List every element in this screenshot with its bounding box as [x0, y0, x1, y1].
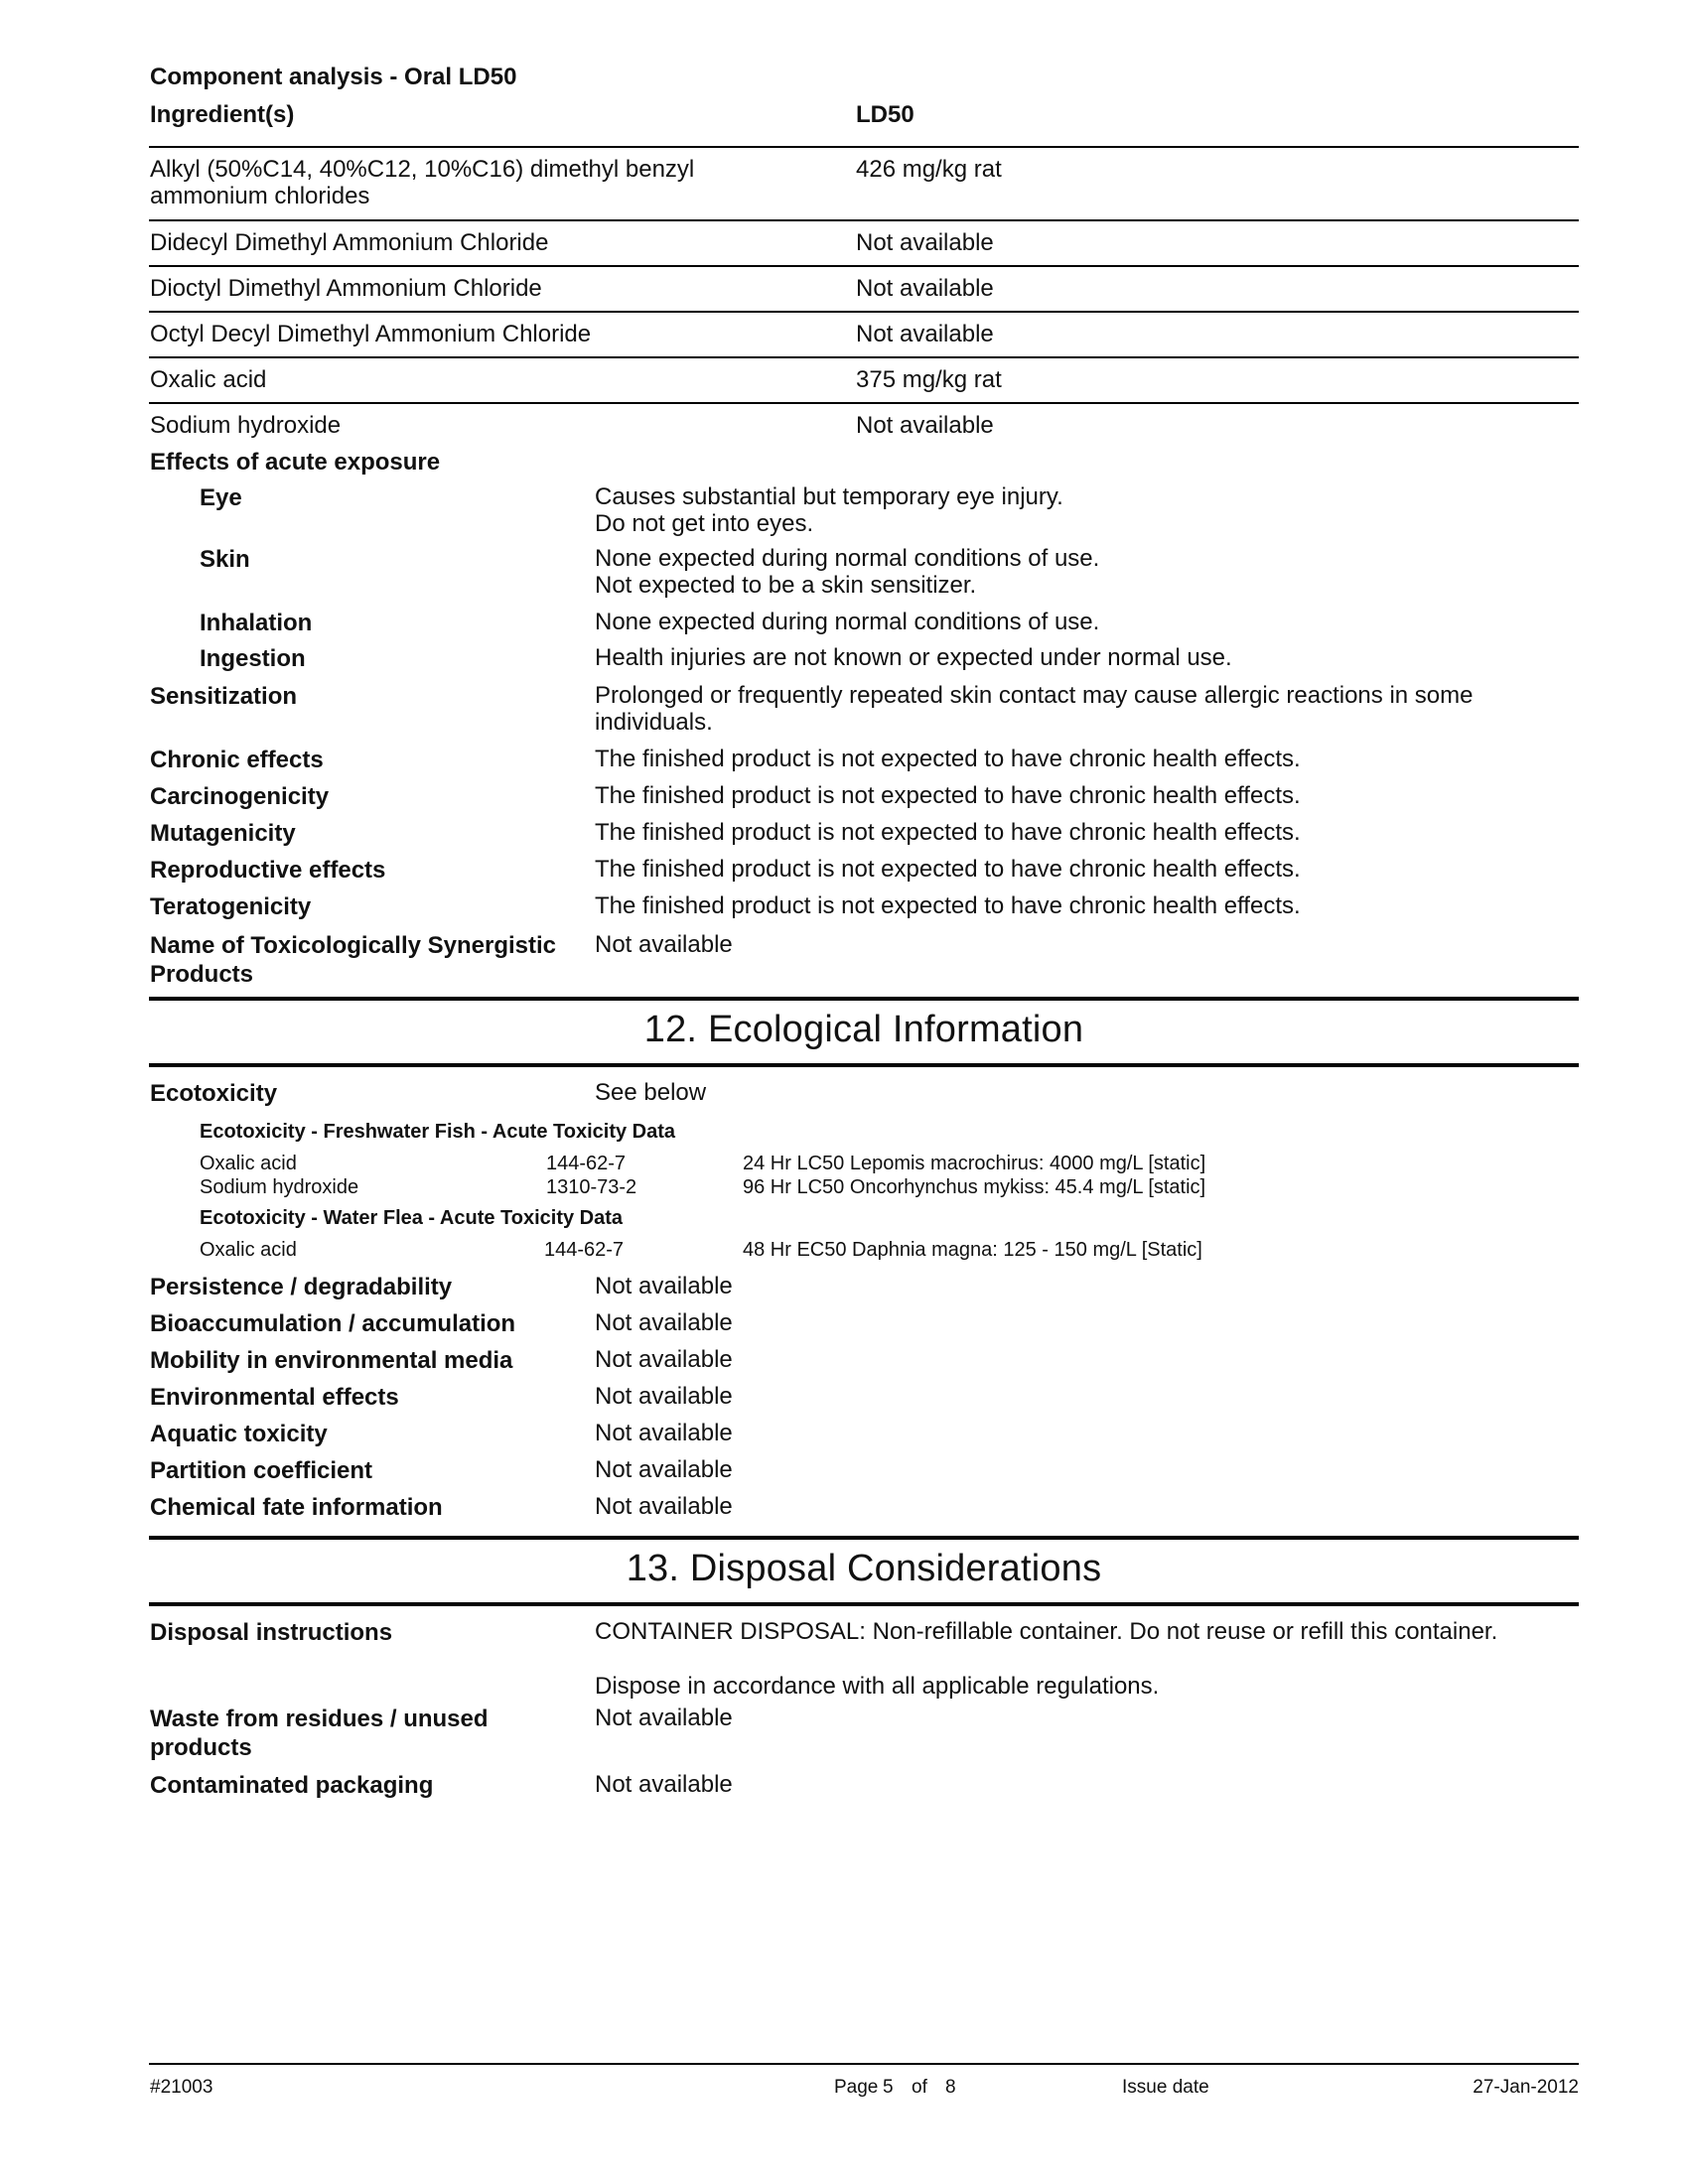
col-ld50-header: LD50: [856, 101, 914, 128]
sensitization-value-cont: individuals.: [595, 709, 713, 736]
footer-issue-date: 27-Jan-2012: [1473, 2077, 1579, 2098]
acute-exposure-heading: Effects of acute exposure: [150, 449, 441, 476]
reproductive-effects-value: The finished product is not expected to have chronic health effects.: [595, 856, 1301, 883]
row-rule: [149, 219, 1579, 221]
ingredient-name: Oxalic acid: [150, 366, 267, 393]
skin-value-cont: Not expected to be a skin sensitizer.: [595, 572, 977, 599]
table-header-rule: [149, 146, 1579, 148]
ld50-value: 375 mg/kg rat: [856, 366, 1002, 393]
aquatic-toxicity-label: Aquatic toxicity: [150, 1421, 328, 1447]
eye-value: Causes substantial but temporary eye injury.: [595, 483, 1063, 510]
fish-toxicity-heading: Ecotoxicity - Freshwater Fish - Acute Toxicity Data: [200, 1121, 676, 1143]
footer-issue-label: Issue date: [1122, 2077, 1209, 2098]
skin-value: None expected during normal conditions of use.: [595, 545, 1100, 572]
col-ingredient-header: Ingredient(s): [150, 101, 295, 128]
partition-coefficient-value: Not available: [595, 1456, 733, 1483]
row-rule: [149, 265, 1579, 267]
synergistic-label-cont: Products: [150, 961, 254, 988]
footer-page-word: Page: [834, 2077, 879, 2098]
ld50-value: 426 mg/kg rat: [856, 156, 1002, 183]
reproductive-effects-label: Reproductive effects: [150, 857, 386, 884]
eye-label: Eye: [200, 484, 242, 511]
environmental-effects-value: Not available: [595, 1383, 733, 1410]
chronic-effects-label: Chronic effects: [150, 747, 324, 773]
section-13-title: 13. Disposal Considerations: [626, 1548, 1102, 1589]
ingredient-name-cont: ammonium chlorides: [150, 183, 370, 209]
component-analysis-title: Component analysis - Oral LD50: [150, 64, 517, 90]
synergistic-label: Name of Toxicologically Synergistic: [150, 932, 557, 959]
mutagenicity-value: The finished product is not expected to have chronic health effects.: [595, 819, 1301, 846]
ld50-value: Not available: [856, 229, 994, 256]
ld50-value: Not available: [856, 412, 994, 439]
carcinogenicity-label: Carcinogenicity: [150, 783, 330, 810]
ld50-value: Not available: [856, 275, 994, 302]
footer-of-word: of: [912, 2077, 927, 2098]
waste-residues-value: Not available: [595, 1705, 733, 1731]
flea-row-cas: 144-62-7: [544, 1239, 625, 1261]
row-rule: [149, 356, 1579, 358]
flea-toxicity-heading: Ecotoxicity - Water Flea - Acute Toxicity Data: [200, 1207, 624, 1229]
mutagenicity-label: Mutagenicity: [150, 820, 296, 847]
ingredient-name: Didecyl Dimethyl Ammonium Chloride: [150, 229, 549, 256]
ecotoxicity-value: See below: [595, 1079, 707, 1106]
section-12-top-rule: [149, 997, 1579, 1001]
persistence-label: Persistence / degradability: [150, 1274, 453, 1300]
ingredient-name: Octyl Decyl Dimethyl Ammonium Chloride: [150, 321, 592, 347]
ingestion-label: Ingestion: [200, 645, 306, 672]
section-12-title: 12. Ecological Information: [643, 1009, 1084, 1050]
footer-doc-id: #21003: [150, 2077, 213, 2098]
disposal-instructions-value: CONTAINER DISPOSAL: Non-refillable container. Do not reuse or refill this container.: [595, 1618, 1498, 1645]
footer-page-total: 8: [945, 2077, 956, 2098]
inhalation-label: Inhalation: [200, 610, 313, 636]
environmental-effects-label: Environmental effects: [150, 1384, 399, 1411]
teratogenicity-label: Teratogenicity: [150, 893, 312, 920]
ecotoxicity-label: Ecotoxicity: [150, 1080, 278, 1107]
row-rule: [149, 311, 1579, 313]
eye-value-cont: Do not get into eyes.: [595, 510, 814, 537]
section-13-top-rule: [149, 1536, 1579, 1540]
synergistic-value: Not available: [595, 931, 733, 958]
flea-row-name: Oxalic acid: [200, 1239, 297, 1261]
persistence-value: Not available: [595, 1273, 733, 1299]
partition-coefficient-label: Partition coefficient: [150, 1457, 373, 1484]
section-12-bottom-rule: [149, 1063, 1579, 1067]
waste-residues-label-cont: products: [150, 1734, 252, 1761]
disposal-instructions-value-cont: Dispose in accordance with all applicable regulations.: [595, 1673, 1160, 1700]
chemical-fate-label: Chemical fate information: [150, 1494, 443, 1521]
bioaccumulation-value: Not available: [595, 1309, 733, 1336]
carcinogenicity-value: The finished product is not expected to have chronic health effects.: [595, 782, 1301, 809]
sensitization-value: Prolonged or frequently repeated skin contact may cause allergic reactions in some: [595, 682, 1474, 709]
section-13-bottom-rule: [149, 1602, 1579, 1606]
ingredient-name: Sodium hydroxide: [150, 412, 342, 439]
contaminated-packaging-value: Not available: [595, 1771, 733, 1798]
inhalation-value: None expected during normal conditions of use.: [595, 609, 1100, 635]
fish-row-data: 24 Hr LC50 Lepomis macrochirus: 4000 mg/L [static]: [743, 1153, 1206, 1174]
ld50-value: Not available: [856, 321, 994, 347]
mobility-label: Mobility in environmental media: [150, 1347, 513, 1374]
fish-row-cas: 1310-73-2: [546, 1176, 637, 1198]
chemical-fate-value: Not available: [595, 1493, 733, 1520]
disposal-instructions-label: Disposal instructions: [150, 1619, 393, 1646]
mobility-value: Not available: [595, 1346, 733, 1373]
row-rule: [149, 402, 1579, 404]
fish-row-name: Sodium hydroxide: [200, 1176, 359, 1198]
skin-label: Skin: [200, 546, 250, 573]
teratogenicity-value: The finished product is not expected to have chronic health effects.: [595, 892, 1301, 919]
flea-row-data: 48 Hr EC50 Daphnia magna: 125 - 150 mg/L [Static]: [743, 1239, 1202, 1261]
contaminated-packaging-label: Contaminated packaging: [150, 1772, 434, 1799]
ingestion-value: Health injuries are not known or expected under normal use.: [595, 644, 1232, 671]
footer-page-number: 5: [883, 2077, 894, 2098]
fish-row-name: Oxalic acid: [200, 1153, 297, 1174]
footer-rule: [149, 2063, 1579, 2065]
sensitization-label: Sensitization: [150, 683, 298, 710]
aquatic-toxicity-value: Not available: [595, 1420, 733, 1446]
chronic-effects-value: The finished product is not expected to have chronic health effects.: [595, 746, 1301, 772]
bioaccumulation-label: Bioaccumulation / accumulation: [150, 1310, 516, 1337]
fish-row-cas: 144-62-7: [546, 1153, 627, 1174]
ingredient-name: Dioctyl Dimethyl Ammonium Chloride: [150, 275, 542, 302]
ingredient-name: Alkyl (50%C14, 40%C12, 10%C16) dimethyl benzyl: [150, 156, 695, 183]
fish-row-data: 96 Hr LC50 Oncorhynchus mykiss: 45.4 mg/L [static]: [743, 1176, 1206, 1198]
waste-residues-label: Waste from residues / unused: [150, 1706, 489, 1732]
